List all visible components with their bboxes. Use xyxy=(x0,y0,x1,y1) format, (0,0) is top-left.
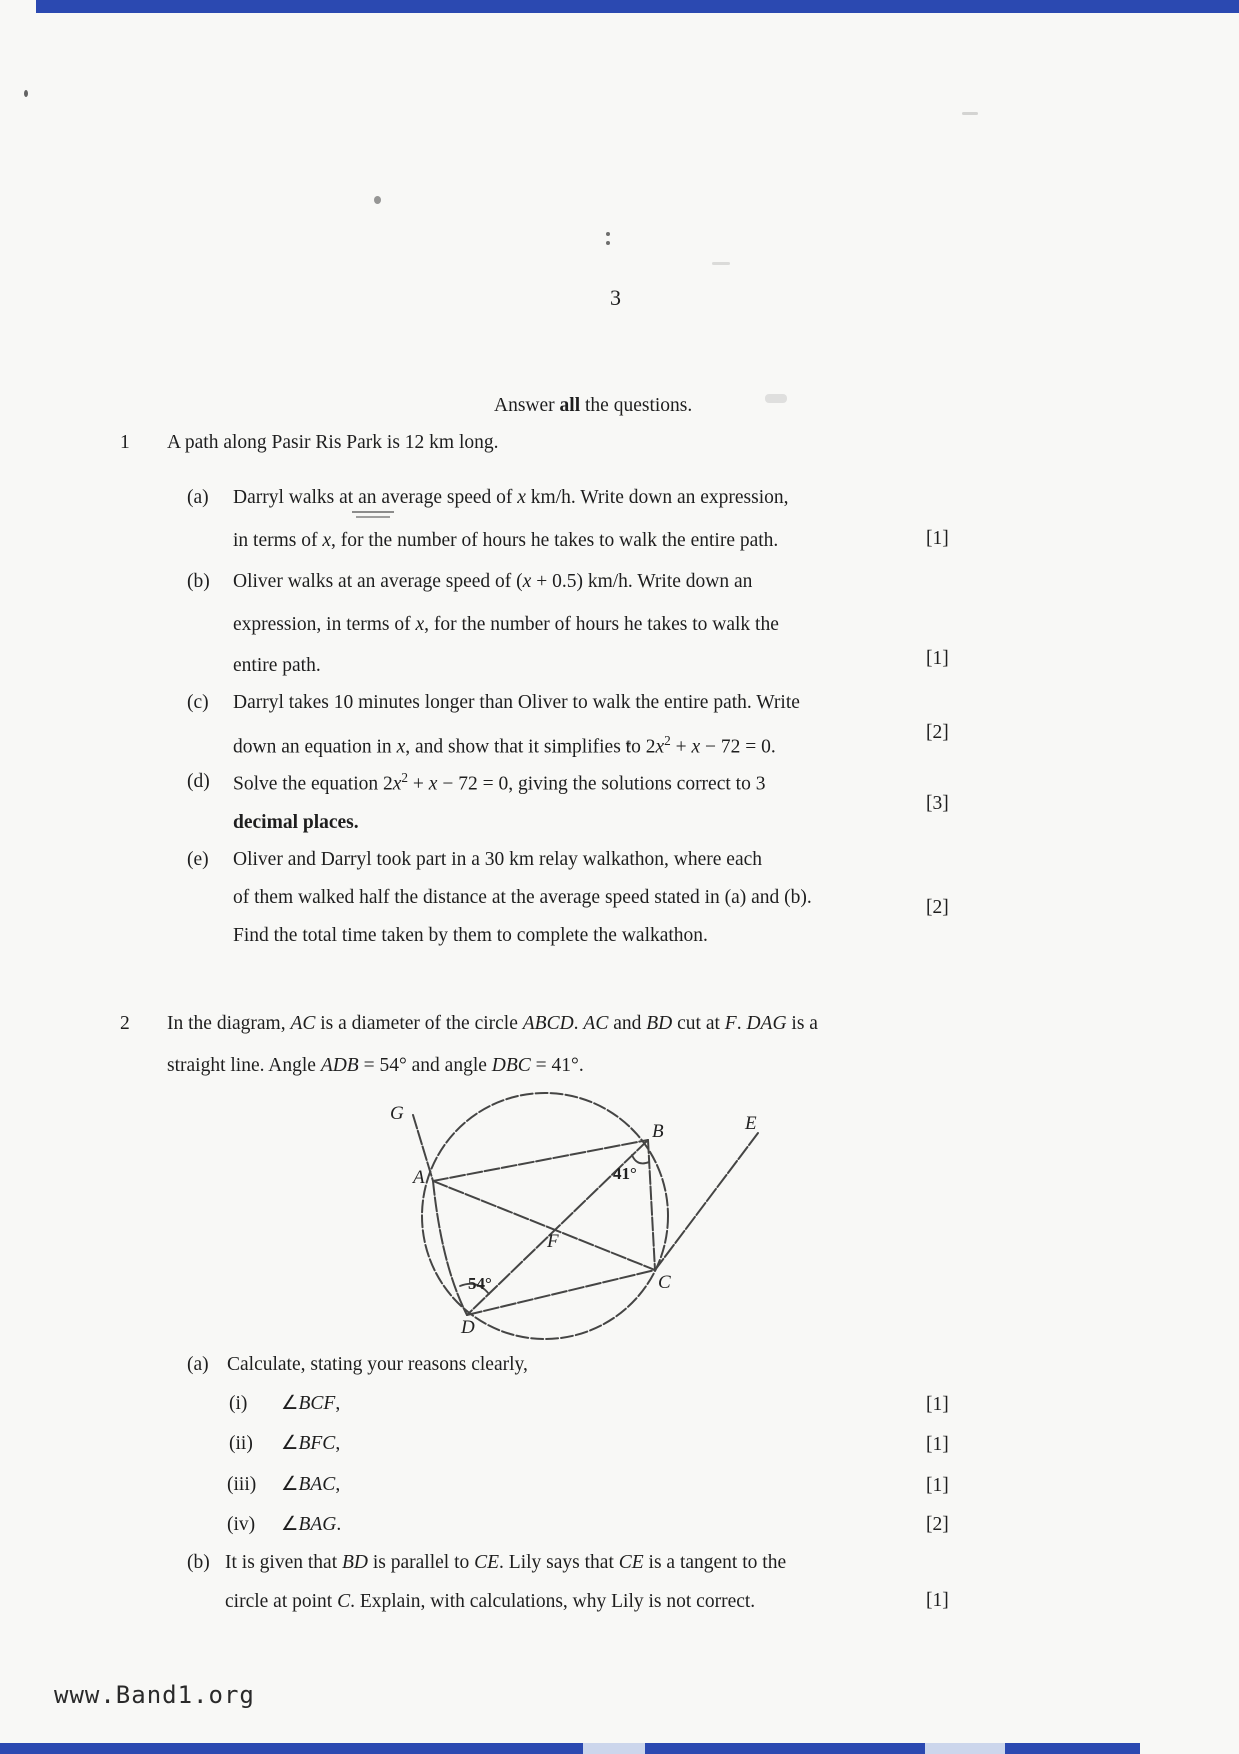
angle-arc-B xyxy=(632,1155,649,1163)
q1e-mark: [2] xyxy=(926,897,949,918)
scan-speck xyxy=(712,262,730,265)
q2a-text: Calculate, stating your reasons clearly, xyxy=(227,1354,528,1375)
q2b-line-2: circle at point C. Explain, with calculations, why Lily is not correct. xyxy=(225,1591,756,1612)
scan-speck xyxy=(606,232,610,236)
q1b-mark: [1] xyxy=(926,648,949,669)
q1b-line-2: expression, in terms of x, for the number of hours he takes to walk the xyxy=(233,614,779,635)
q1d-mark: [3] xyxy=(926,793,949,814)
q1a-line-2: in terms of x, for the number of hours he takes to walk the entire path. xyxy=(233,530,779,551)
q2a-iii-text: ∠BAC, xyxy=(281,1474,341,1495)
instruction-pre: Answer xyxy=(494,395,560,416)
q2-number: 2 xyxy=(120,1013,130,1034)
q1d-line-2: decimal places. xyxy=(233,812,359,833)
q1c-mark: [2] xyxy=(926,722,949,743)
q2a-iv-mark: [2] xyxy=(926,1514,949,1535)
diagram-label-D: D xyxy=(461,1317,475,1338)
q1a-line-1: Darryl walks at an average speed of x km/h. Write down an expression, xyxy=(233,487,789,508)
q1a-label: (a) xyxy=(187,487,209,508)
q2a-iii-mark: [1] xyxy=(926,1475,949,1496)
q2b-label: (b) xyxy=(187,1552,210,1573)
q1b-line-1: Oliver walks at an average speed of (x + 0.5) km/h. Write down an xyxy=(233,571,753,592)
diagram-label-G: G xyxy=(390,1103,404,1124)
q1e-line-2: of them walked half the distance at the average speed stated in (a) and (b). xyxy=(233,887,812,908)
q2a-iii-label: (iii) xyxy=(227,1474,257,1495)
q1d-label: (d) xyxy=(187,771,210,792)
diameter-AC xyxy=(433,1181,655,1270)
q2a-label: (a) xyxy=(187,1354,209,1375)
q1b-label: (b) xyxy=(187,571,210,592)
diagram-circle xyxy=(422,1093,668,1339)
line-CE xyxy=(655,1133,758,1270)
scan-speck xyxy=(24,90,28,97)
instruction xyxy=(494,394,692,417)
diagram-label-E: E xyxy=(745,1113,757,1134)
diagram-label-F: F xyxy=(547,1231,559,1252)
scan-speck xyxy=(765,394,787,403)
diagram-angle-41: 41° xyxy=(613,1164,637,1183)
q2-intro-line-1: In the diagram, AC is a diameter of the circle ABCD. AC and BD cut at F. DAG is a xyxy=(167,1013,818,1034)
q2a-iv-text: ∠BAG. xyxy=(281,1514,342,1535)
scan-speck xyxy=(962,112,978,115)
q1c-line-1: Darryl takes 10 minutes longer than Oliver to walk the entire path. Write xyxy=(233,692,800,713)
q2a-ii-text: ∠BFC, xyxy=(281,1433,341,1454)
scan-underline-mark xyxy=(356,516,390,518)
q2a-i-text: ∠BCF, xyxy=(281,1393,341,1414)
scan-underline-mark xyxy=(352,511,394,513)
q2-intro-line-2: straight line. Angle ADB = 54° and angle DBC = 41°. xyxy=(167,1055,584,1076)
q2a-i-label: (i) xyxy=(229,1393,248,1414)
q1b-line-3: entire path. xyxy=(233,655,321,676)
q2a-ii-mark: [1] xyxy=(926,1434,949,1455)
instruction-bold: all xyxy=(559,395,581,416)
q1e-label: (e) xyxy=(187,849,209,870)
diagram-label-A: A xyxy=(413,1167,425,1188)
chord-DC xyxy=(467,1270,655,1315)
q1a-mark: [1] xyxy=(926,528,949,549)
q1-number: 1 xyxy=(120,432,130,453)
q1c-line-2: down an equation in x, and show that it simplifies to $2x^2 + x - 72 = 0$. xyxy=(233,733,776,758)
q2a-i-mark: [1] xyxy=(926,1394,949,1415)
watermark: www.Band1.org xyxy=(54,1681,255,1709)
instruction-post: the questions. xyxy=(580,395,693,416)
q1c-label: (c) xyxy=(187,692,209,713)
q2a-ii-label: (ii) xyxy=(229,1433,253,1454)
page-number: 3 xyxy=(610,285,621,310)
q1e-line-3: Find the total time taken by them to complete the walkathon. xyxy=(233,925,708,946)
q1e-line-1: Oliver and Darryl took part in a 30 km relay walkathon, where each xyxy=(233,849,763,870)
diagram-label-B: B xyxy=(652,1121,664,1142)
q1d-line-1: Solve the equation $2x^2 + x - 72 = 0$, giving the solutions correct to 3 xyxy=(233,770,766,795)
q1-intro: A path along Pasir Ris Park is 12 km long. xyxy=(167,432,499,453)
scan-speck xyxy=(374,196,381,204)
q2b-line-1: It is given that BD is parallel to CE. Lily says that CE is a tangent to the xyxy=(225,1552,787,1573)
q2a-iv-label: (iv) xyxy=(227,1514,256,1535)
diagram-label-C: C xyxy=(658,1272,671,1293)
circle-diagram xyxy=(325,1075,805,1365)
scan-speck xyxy=(606,241,610,245)
q2b-mark: [1] xyxy=(926,1590,949,1611)
diagram-angle-54: 54° xyxy=(468,1274,492,1293)
